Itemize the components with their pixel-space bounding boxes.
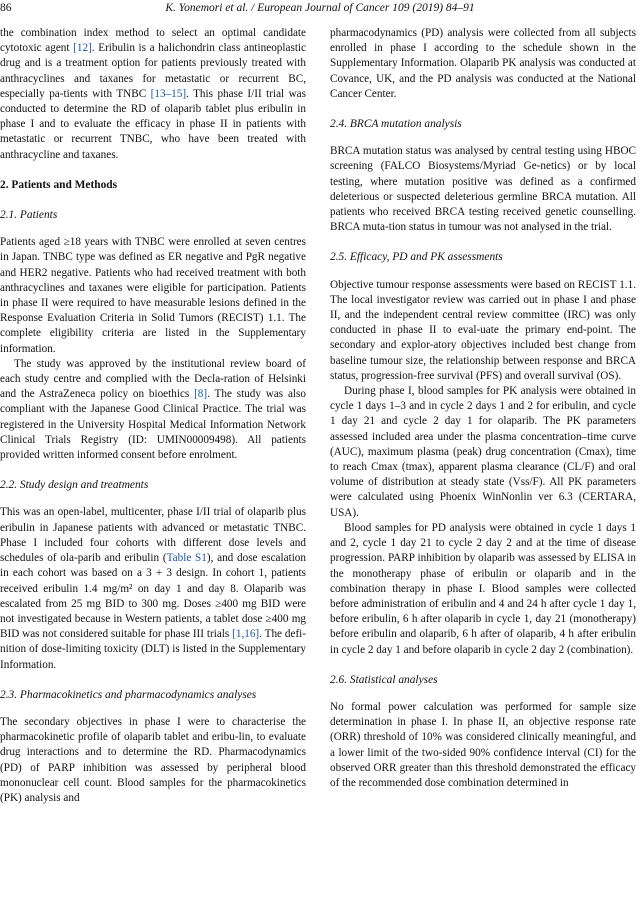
left-column <box>0 26 306 806</box>
section-heading-methods: 2. Patients and Methods <box>0 178 118 191</box>
patients-paragraph: Patients aged ≥18 years with TNBC were enrolled at seven centres in Japan. TNBC type was defined as ER negative and PgR negative and HER2 negative. Patients who had received treatment with both anthracyclines and taxanes were eligible for participation. Patients in phase II were required to have measurable lesions defined in the Response Evaluation Criteria in Solid Tumors (RECIST) 1.1. The complete eligibility criteria are listed in the Supplementary information. <box>0 236 306 355</box>
page-number: 86 <box>0 2 12 14</box>
running-header <box>0 2 640 18</box>
subsection-heading-brca: 2.4. BRCA mutation analysis <box>330 118 462 131</box>
brca-paragraph: BRCA mutation status was analysed by central testing using HBOC screening (FALCO Biosystems/Myriad Ge-netics) or by local testing, where mutation positive was defined as a confirmed deleterious or suspected deleterious germline BRCA mutation. All patients who received BRCA testing received genetic counselling. BRCA muta-tion status in tumour was not analysed in the trial. <box>330 145 636 234</box>
right-column <box>330 26 636 791</box>
ethics-paragraph: The study was approved by the institutional review board of each study centre and complied with the Decla-ration of Helsinki and the AstraZeneca policy on bioethics [8]. The study was also compliant with the Japanese Good Clinical Practice. The trial was registered in the University Hospital Medical Information Network Clinical Trials Registry (ID: UMIN00009498). All patients provided written informed consent before enrolment. <box>0 357 306 462</box>
statistics-paragraph: No formal power calculation was performed for sample size determination in phase I. In phase II, an objective response rate (ORR) threshold of 10% was considered clinically meaningful, and a lower limit of the two-sided 90% confidence interval (CI) for the observed ORR greater than this threshold demonstrated the efficacy of the recommended dose combination determined in <box>330 700 636 789</box>
study-design-paragraph: This was an open-label, multicenter, phase I/II trial of olaparib plus eribulin in Japanese patients with advanced or metastatic TNBC. Phase I included four cohorts with different dose levels and schedules of ola-parib and eribulin (Table S1), and dose escalation in each cohort was based on a 3 + 3 design. In cohort 1, patients received eribulin 1.4 mg/m² on day 1 and day 8. Olaparib was escalated from 25 mg BID to 300 mg. Doses ≥400 mg BID were not investigated because in Western patients, a tablet dose ≥400 mg BID was not considered suitable for phase III trials [1,16]. The defi-nition of dose-limiting toxicity (DLT) is listed in the Supplementary Information. <box>0 506 307 671</box>
reference-link[interactable]: [13–15] <box>150 87 187 100</box>
reference-link[interactable]: [1,16] <box>232 628 260 641</box>
pk-pd-continued-paragraph: pharmacodynamics (PD) analysis were collected from all subjects enrolled in phase I according to the schedule shown in the Supplementary Information. Olaparib PK analysis was conducted at Covance, UK, and the PD analysis was conducted at the National Cancer Center. <box>330 27 636 100</box>
subsection-heading-patients: 2.1. Patients <box>0 209 58 222</box>
reference-link[interactable]: Table S1 <box>166 552 207 565</box>
reference-link[interactable]: [8] <box>194 388 208 401</box>
pk-blood-sampling-paragraph: During phase I, blood samples for PK analysis were obtained in cycle 1 days 1–3 and in cycle 2 days 1 and 2 for eribulin, and cycle 1 day 21 and cycle 2 day 1 for olaparib. The PK parameters assessed included area under the plasma concentration–time curve (AUC), maximum plasma (peak) drug concentration (Cmax), time to reach Cmax (tmax), apparent plasma clearance (CL/F) and oral volume of distribution at steady state (Vss/F). All PK parameters were calculated using Phoenix WinNonlin ver 6.3 (CERTARA, USA). <box>330 385 636 519</box>
reference-link[interactable]: [12] <box>73 42 92 55</box>
intro-paragraph: the combination index method to select an optimal candidate cytotoxic agent [12]. Eribulin is a halichondrin class antineoplastic drug and is a treatment option for patients previously treated with anthracyclines and taxanes for metastatic or recurrent BC, especially pa-tients with TNBC [13–15]. This phase I/II trial was conducted to determine the RD of olaparib tablet plus eribulin in phase I and to evaluate the efficacy in phase II in patients with metastatic or recurrent TNBC, who have been treated with anthracycline and taxanes. <box>0 27 307 161</box>
subsection-heading-efficacy: 2.5. Efficacy, PD and PK assessments <box>330 251 503 264</box>
pk-pd-paragraph: The secondary objectives in phase I were to characterise the pharmacokinetic profile of olaparib tablet and eribu-lin, to evaluate drug interactions and to determine the RD. Pharmacodynamics (PD) of PARP inhibition was assessed by peripheral blood mononuclear cell count. Blood samples for the pharmacokinetics (PK) analysis and <box>0 715 306 804</box>
efficacy-paragraph: Objective tumour response assessments were based on RECIST 1.1. The local investigator review was carried out in phase I and phase II, and the independent central review committee (IRC) was only conducted in phase II to eval-uate the primary end-point. The secondary and explor-atory objectives included best change from baseline tumour size, the relationship between response and BRCA status, progression-free survival (PFS) and overall survival (OS). <box>330 278 636 382</box>
subsection-heading-pk-pd: 2.3. Pharmacokinetics and pharmacodynamics analyses <box>0 688 257 701</box>
pd-blood-sampling-paragraph: Blood samples for PD analysis were obtained in cycle 1 days 1 and 2, cycle 1 day 21 to cycle 2 day 2 and at the time of disease progression. PARP inhibition by olaparib was assessed by ELISA in the monotherapy phase of eribulin or olaparib and in the combination therapy in phase I. Blood samples were collected before administration of eribulin and 4 and 24 h after cycle 1 day 1, before eribulin, 6 h after olaparib in cycle 1, day 21 (monotherapy) before eribulin and olaparib, 6 h after of olaparib, 4 h after eribulin in cycle 2 day 1 and before olaparib in cycle 2 day 2 (combination). <box>330 521 636 656</box>
subsection-heading-statistics: 2.6. Statistical analyses <box>330 673 438 686</box>
journal-citation: K. Yonemori et al. / European Journal of Cancer 109 (2019) 84–91 <box>165 2 475 14</box>
subsection-heading-study-design: 2.2. Study design and treatments <box>0 479 149 492</box>
